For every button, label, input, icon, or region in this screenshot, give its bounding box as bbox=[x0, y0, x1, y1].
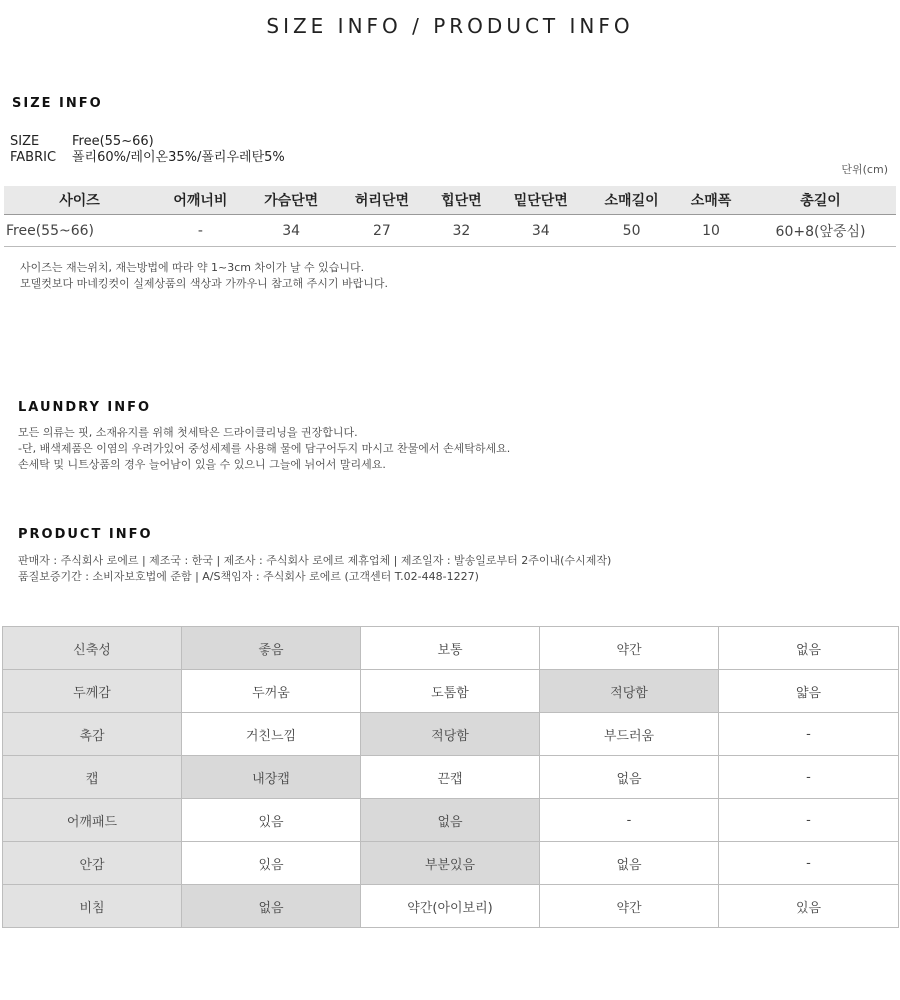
property-option: - bbox=[719, 842, 899, 885]
size-note-line: 사이즈는 재는위치, 재는방법에 따라 약 1~3cm 차이가 날 수 있습니다. bbox=[20, 261, 365, 274]
header-cell: 소매길이 bbox=[586, 186, 677, 215]
product-line: 판매자 : 주식회사 로에르 | 제조국 : 한국 | 제조사 : 주식회사 로에르 제휴업체 | 제조일자 : 발송일로부터 2주이내(수시제작) bbox=[18, 554, 612, 567]
property-option: 부드러움 bbox=[540, 713, 719, 756]
property-option: 있음 bbox=[182, 799, 361, 842]
product-line: 품질보증기간 : 소비자보호법에 준함 | A/S책임자 : 주식회사 로에르 (고객센터 T.02-448-1227) bbox=[18, 570, 479, 583]
size-value: Free(55~66) bbox=[72, 134, 154, 149]
property-option-selected: 내장캡 bbox=[182, 756, 361, 799]
property-table bbox=[2, 626, 899, 928]
property-option-selected: 없음 bbox=[361, 799, 540, 842]
size-info-heading: SIZE INFO bbox=[12, 96, 103, 111]
product-notes bbox=[18, 553, 611, 585]
property-row bbox=[3, 756, 899, 799]
header-cell: 소매폭 bbox=[677, 186, 745, 215]
laundry-line: 손세탁 및 니트상품의 경우 늘어남이 있을 수 있으니 그늘에 뉘어서 말리세요. bbox=[18, 458, 386, 471]
property-row bbox=[3, 713, 899, 756]
spec-size-row bbox=[10, 134, 285, 150]
property-name: 어깨패드 bbox=[3, 799, 182, 842]
header-cell: 가슴단면 bbox=[246, 186, 337, 215]
fabric-label: FABRIC bbox=[10, 150, 57, 165]
property-row bbox=[3, 842, 899, 885]
property-option: - bbox=[719, 713, 899, 756]
table-cell: 60+8(앞중심) bbox=[745, 215, 896, 247]
property-option-selected: 적당함 bbox=[361, 713, 540, 756]
property-option: 보통 bbox=[361, 627, 540, 670]
header-cell: 밑단단면 bbox=[495, 186, 586, 215]
laundry-notes bbox=[18, 425, 510, 473]
property-row bbox=[3, 885, 899, 928]
table-cell: 34 bbox=[246, 215, 337, 247]
property-option: - bbox=[719, 799, 899, 842]
property-name: 캡 bbox=[3, 756, 182, 799]
property-row bbox=[3, 799, 899, 842]
property-name: 촉감 bbox=[3, 713, 182, 756]
property-option: 없음 bbox=[719, 627, 899, 670]
property-option-selected: 적당함 bbox=[540, 670, 719, 713]
property-option-selected: 좋음 bbox=[182, 627, 361, 670]
table-row bbox=[4, 215, 896, 247]
property-option: 없음 bbox=[540, 842, 719, 885]
header-cell: 힙단면 bbox=[427, 186, 495, 215]
property-option: 있음 bbox=[719, 885, 899, 928]
size-table bbox=[4, 186, 896, 247]
product-info-heading: PRODUCT INFO bbox=[18, 527, 153, 542]
property-option: 거친느낌 bbox=[182, 713, 361, 756]
property-option: 끈캡 bbox=[361, 756, 540, 799]
property-name: 안감 bbox=[3, 842, 182, 885]
table-cell: 34 bbox=[495, 215, 586, 247]
property-option-selected: 부분있음 bbox=[361, 842, 540, 885]
property-option: 약간 bbox=[540, 627, 719, 670]
property-option: - bbox=[719, 756, 899, 799]
property-option: 두꺼움 bbox=[182, 670, 361, 713]
table-cell: - bbox=[155, 215, 246, 247]
property-option: 없음 bbox=[540, 756, 719, 799]
property-option: 얇음 bbox=[719, 670, 899, 713]
fabric-value: 폴리60%/레이온35%/폴리우레탄5% bbox=[72, 150, 285, 165]
table-cell: 27 bbox=[337, 215, 428, 247]
header-cell: 총길이 bbox=[745, 186, 896, 215]
header-cell: 어깨너비 bbox=[155, 186, 246, 215]
size-notes bbox=[20, 260, 388, 292]
laundry-info-heading: LAUNDRY INFO bbox=[18, 400, 152, 415]
header-cell: 사이즈 bbox=[4, 186, 155, 215]
table-cell: 32 bbox=[427, 215, 495, 247]
property-name: 비침 bbox=[3, 885, 182, 928]
property-name: 신축성 bbox=[3, 627, 182, 670]
size-table-header-row bbox=[4, 186, 896, 215]
property-option: 약간 bbox=[540, 885, 719, 928]
header-cell: 허리단면 bbox=[337, 186, 428, 215]
spec-block bbox=[10, 134, 285, 166]
property-option: 약간(아이보리) bbox=[361, 885, 540, 928]
property-name: 두께감 bbox=[3, 670, 182, 713]
spec-fabric-row bbox=[10, 150, 285, 166]
page-title: SIZE INFO / PRODUCT INFO bbox=[266, 14, 634, 38]
size-label: SIZE bbox=[10, 134, 40, 149]
property-option: 도톰함 bbox=[361, 670, 540, 713]
size-note-line: 모델컷보다 마네킹컷이 실제상품의 색상과 가까우니 참고해 주시기 바랍니다. bbox=[20, 277, 389, 290]
laundry-line: -단, 배색제품은 이염의 우려가있어 중성세제를 사용해 물에 담구어두지 마시고 찬물에서 손세탁하세요. bbox=[18, 442, 511, 455]
property-option: 있음 bbox=[182, 842, 361, 885]
laundry-line: 모든 의류는 핏, 소재유지를 위해 첫세탁은 드라이클리닝을 권장합니다. bbox=[18, 426, 358, 439]
property-option: - bbox=[540, 799, 719, 842]
property-row bbox=[3, 670, 899, 713]
unit-label: 단위(cm) bbox=[841, 163, 888, 176]
property-option-selected: 없음 bbox=[182, 885, 361, 928]
table-cell: 50 bbox=[586, 215, 677, 247]
table-cell: 10 bbox=[677, 215, 745, 247]
table-cell: Free(55~66) bbox=[4, 215, 155, 247]
property-row bbox=[3, 627, 899, 670]
